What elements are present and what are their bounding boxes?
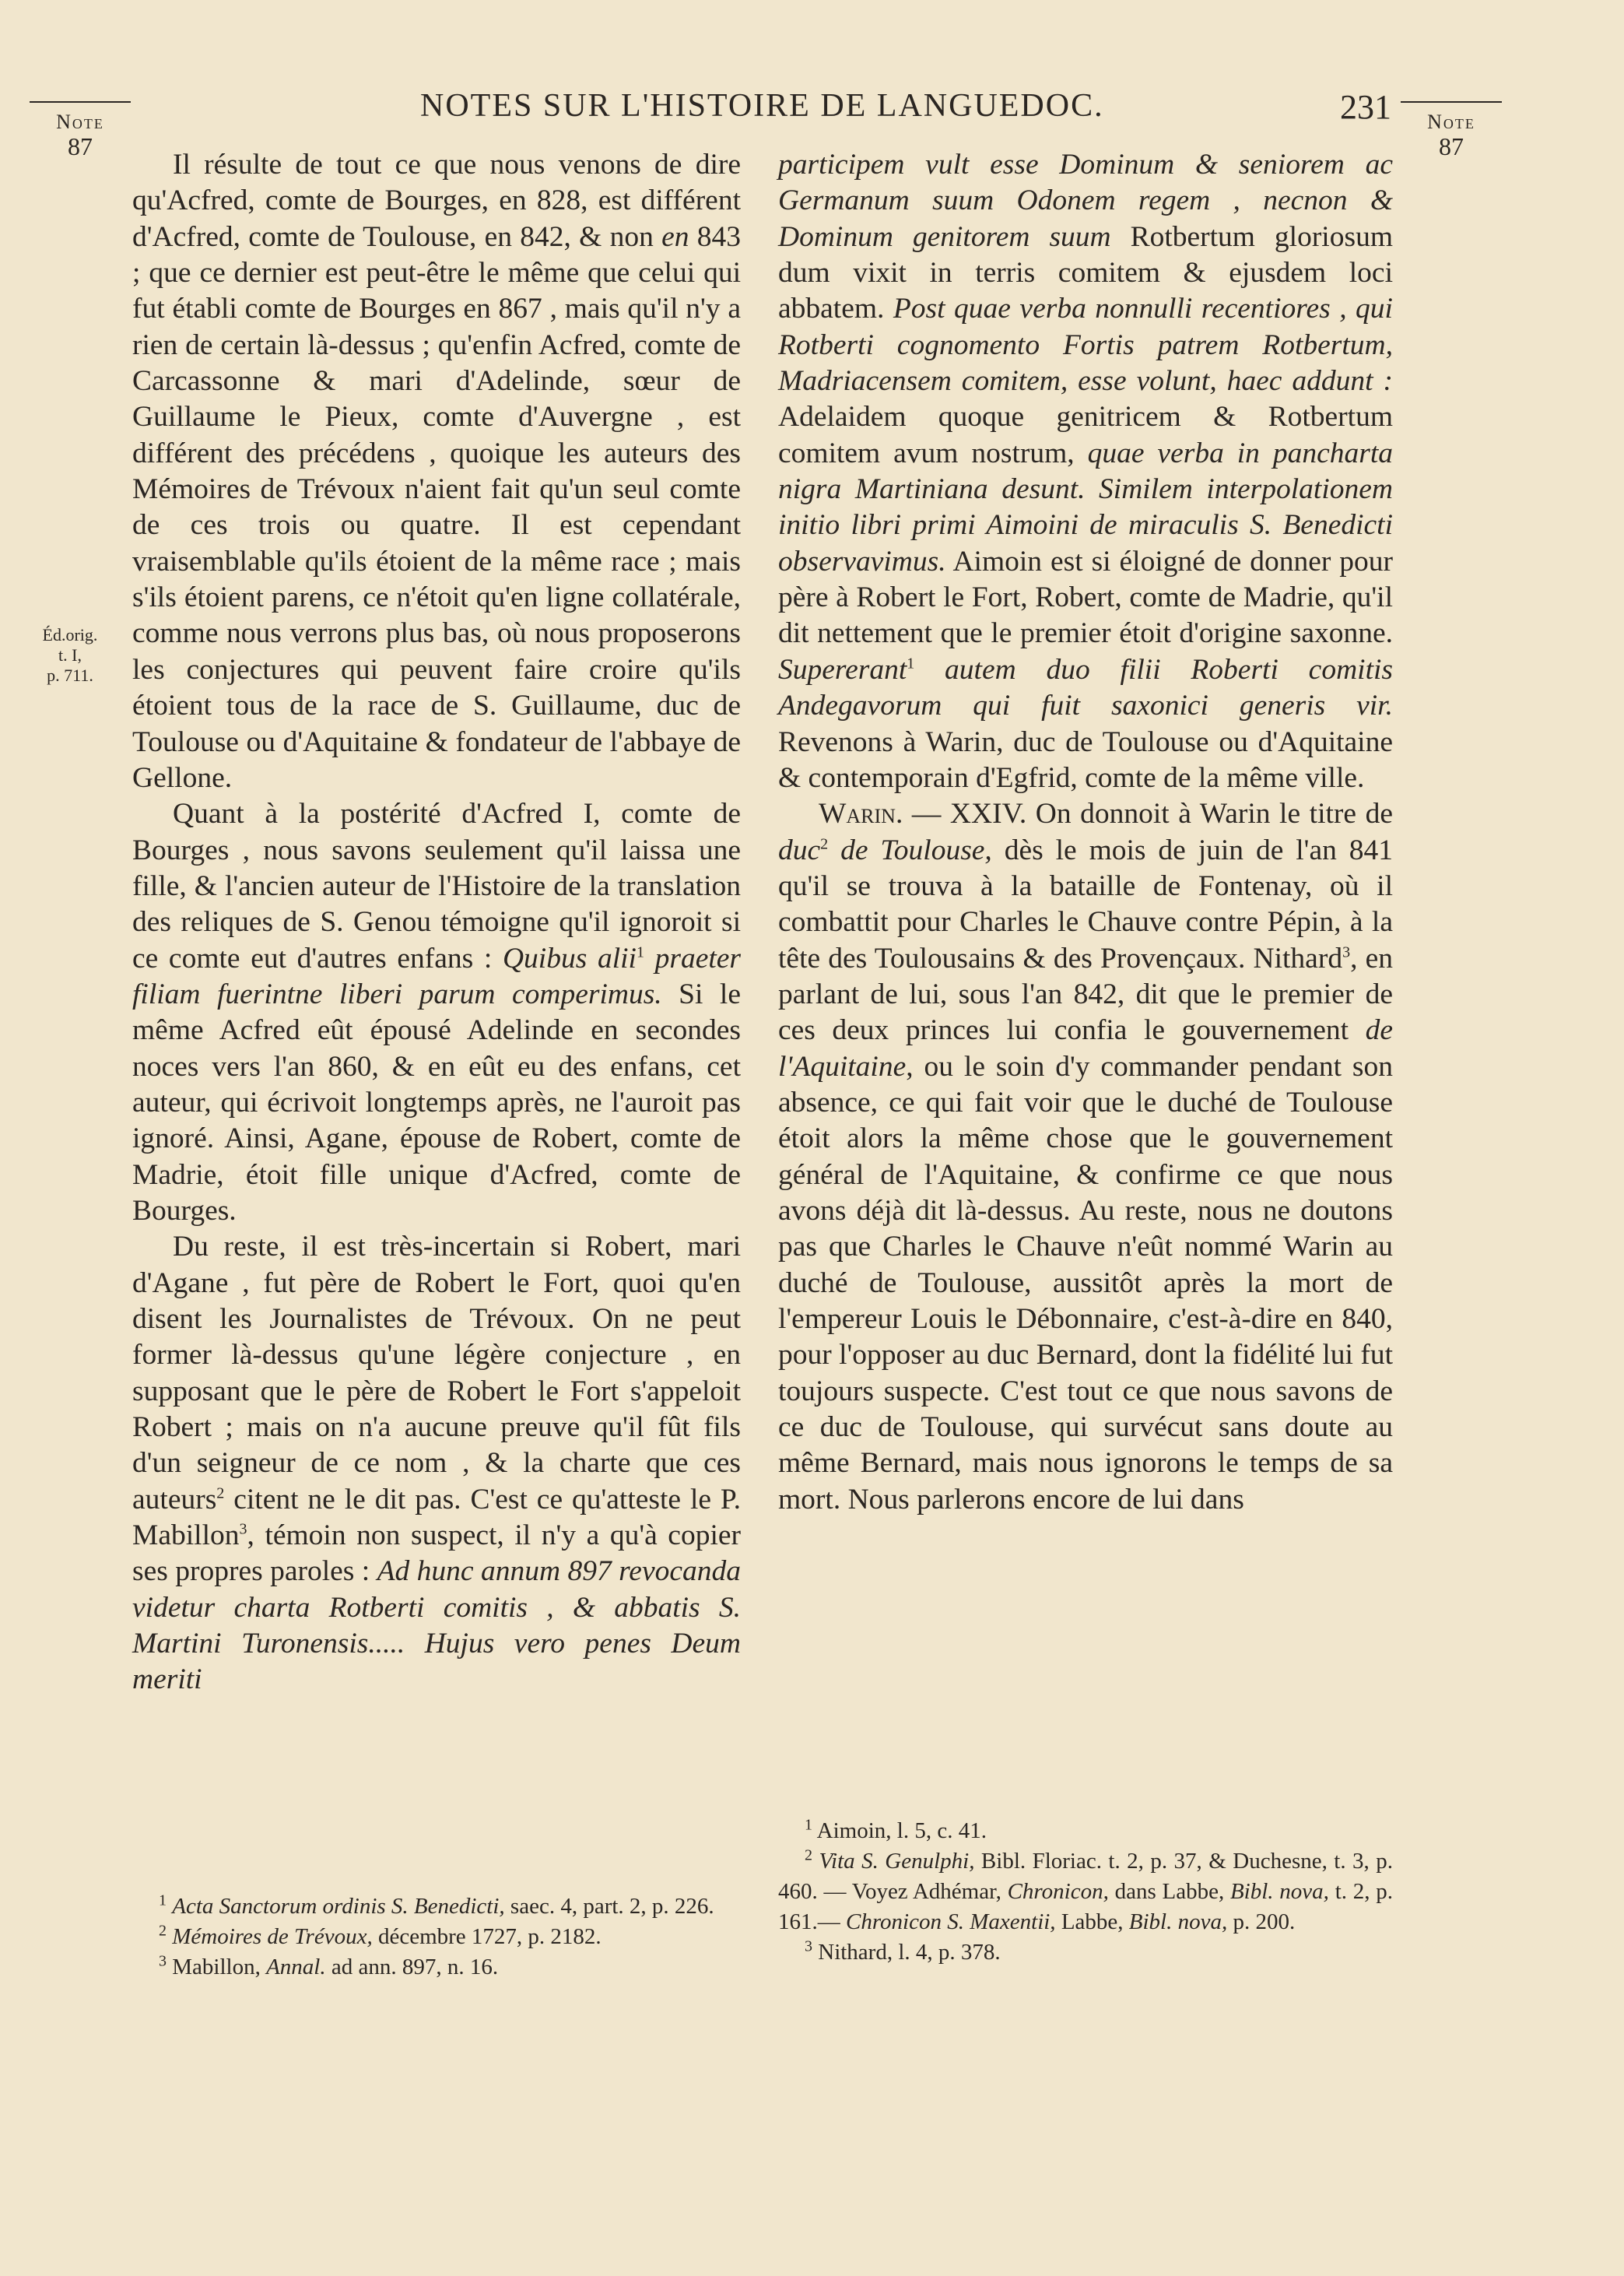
note-rule [30,101,131,103]
note-label: Note [56,111,104,133]
note-label: Note [1427,111,1475,133]
footnote: $^2$ Vita S. Genulphi, Bibl. Floriac. t. 2, p. 37, & Duchesne, t. 3, p. 460. — Voyez Adhémar, Chronicon, dans Labbe, Bibl. nova, t. 2, p. 161.— Chronicon S. Maxentii, Labbe, Bibl. nova, p. 200. [778,1846,1394,1934]
footnote: $^3$ Nithard, l. 4, p. 378. [805,1937,1001,1965]
margin-ref-line: t. I, [58,645,82,665]
footnotes-right [778,1816,1393,1968]
footnote-ref: 1 [636,943,644,961]
section-heading: Warin. [819,798,903,831]
running-title: NOTES SUR L'HISTOIRE DE LANGUEDOC. [420,88,1104,124]
footnote-ref: 2 [216,1484,225,1502]
original-edition-reference [23,625,117,686]
paragraph: Warin. — XXIV. On donnoit à Warin le titre de duc$^2$ de Toulouse, dès le mois de juin de l'an 841 qu'il se trouva à la bataille de Fontenay, où il combattit pour Charles le Chauve contre Pépin, à la tête des Toulousains & des Provençaux. Nithard$^3$, en parlant de lui, sous l'an 842, dit que le premier de ces deux princes lui confia le gouvernement de l'Aquitaine, ou le soin d'y commander pendant son absence, ce qui fait voir que le duché de Toulouse étoit alors la même chose que le gouvernement général de l'Aquitaine, & confirme ce que nous avons déjà dit là-dessus. Au reste, nous ne doutons pas que Charles le Chauve n'eût nommé Warin au duché de Toulouse, aussitôt après la mort de l'empereur Louis le Débonnaire, c'est-à-dire en 840, pour l'opposer au duc Bernard, dont la fidélité lui fut toujours suspecte. C'est tout ce que nous savons de ce duc de Toulouse, qui survécut sans doute au même Bernard, mais nous ignorons le temps de sa mort. Nous parlerons encore de lui dans [778,798,1393,1516]
note-rule [1401,101,1502,103]
note-number: 87 [68,132,93,160]
footnote: $^2$ Mémoires de Trévoux, décembre 1727, p. 2182. [159,1922,602,1949]
footnote: $^1$ Acta Sanctorum ordinis S. Benedicti, saec. 4, part. 2, p. 226. [159,1891,714,1919]
note-number: 87 [1439,132,1464,160]
footnote-ref: 3 [239,1520,247,1538]
footnote-ref: 1 [907,655,915,673]
paragraph: Quant à la postérité d'Acfred I, comte de Bourges , nous savons seulement qu'il laissa une fille, & l'ancien auteur de l'Histoire de la translation des reliques de S. Genou témoigne qu'il ignoroit si ce comte eut d'autres enfans : Quibus alii$^1$ praeter filiam fuerintne liberi parum comperimus. Si le même Acfred eût épousé Adelinde en secondes noces vers l'an 860, & en eût eu des enfans, cet auteur, qui écrivoit longtemps après, ne l'auroit pas ignoré. Ainsi, Agane, épouse de Robert, comte de Madrie, étoit fille unique d'Acfred, comte de Bourges. [132,798,741,1227]
left-column [132,147,741,1698]
footnotes-left [132,1891,755,1983]
paragraph: Il résulte de tout ce que nous venons de dire qu'Acfred, comte de Bourges, en 828, est différent d'Acfred, comte de Toulouse, en 842, & non en 843 ; que ce dernier est peut-être le même que celui qui fut établi comte de Bourges en 867 , mais qu'il n'y a rien de certain là-dessus ; qu'enfin Acfred, comte de Carcassonne & mari d'Adelinde, sœur de Guillaume le Pieux, comte d'Auvergne , est différent des précédens , quoique les auteurs des Mémoires de Trévoux n'aient fait qu'un seul comte de ces trois ou quatre. Il est cependant vraisemblable qu'ils étoient de la même race ; mais s'ils étoient parens, ce n'étoit qu'en ligne collatérale, comme nous verrons plus bas, où nous proposerons les conjectures qui peuvent faire croire qu'ils étoient tous de la race de S. Guillaume, duc de Toulouse ou d'Aquitaine & fondateur de l'abbaye de Gellone. [132,149,742,794]
right-column [778,147,1393,1518]
page-number: 231 [1340,88,1391,126]
margin-ref-line: p. 711. [47,666,93,685]
margin-ref-line: Éd.orig. [42,625,98,645]
footnote-ref: 3 [1342,943,1351,961]
paragraph: participem vult esse Dominum & seniorem ac Germanum suum Odonem regem , necnon & Dominum genitorem suum Rotbertum gloriosum dum vixit in terris comitem & ejusdem loci abbatem. Post quae verba nonnulli recentiores , qui Rotberti cognomento Fortis patrem Rotbertum, Madriacensem comitem, esse volunt, haec addunt : Adelaidem quoque genitricem & Rotbertum comitem avum nostrum, quae verba in pancharta nigra Martiniana desunt. Similem interpolationem initio libri primi Aimoini de miraculis S. Benedicti observavimus. Aimoin est si éloigné de donner pour père à Robert le Fort, Robert, comte de Madrie, qu'il dit nettement que le premier étoit d'origine saxonne. Supererant$^1$ autem duo filii Roberti comitis Andegavorum qui fuit saxonici generis vir. Revenons à Warin, duc de Toulouse ou d'Aquitaine & contemporain d'Egfrid, comte de la même ville. [778,149,1393,794]
note-marker-right [1393,101,1510,161]
footnote: $^3$ Mabillon, Annal. ad ann. 897, n. 16. [159,1952,499,1979]
footnote: $^1$ Aimoin, l. 5, c. 41. [805,1816,987,1843]
note-marker-left [22,101,139,161]
paragraph: Du reste, il est très-incertain si Robert, mari d'Agane , fut père de Robert le Fort, quoi qu'en disent les Journalistes de Trévoux. On ne peut former là-dessus qu'une légère conjecture , en supposant que le père de Robert le Fort s'appeloit Robert ; mais on n'a aucune preuve qu'il fût fils d'un seigneur de ce nom , & la charte que ces auteurs$^2$ citent ne le dit pas. C'est ce qu'atteste le P. Mabillon$^3$, témoin non suspect, il n'y a qu'à copier ses propres paroles : Ad hunc annum 897 revocanda videtur charta Rotberti comitis , & abbatis S. Martini Turonensis..... Hujus vero penes Deum meriti [132,1231,741,1696]
footnote-ref: 2 [820,835,829,853]
